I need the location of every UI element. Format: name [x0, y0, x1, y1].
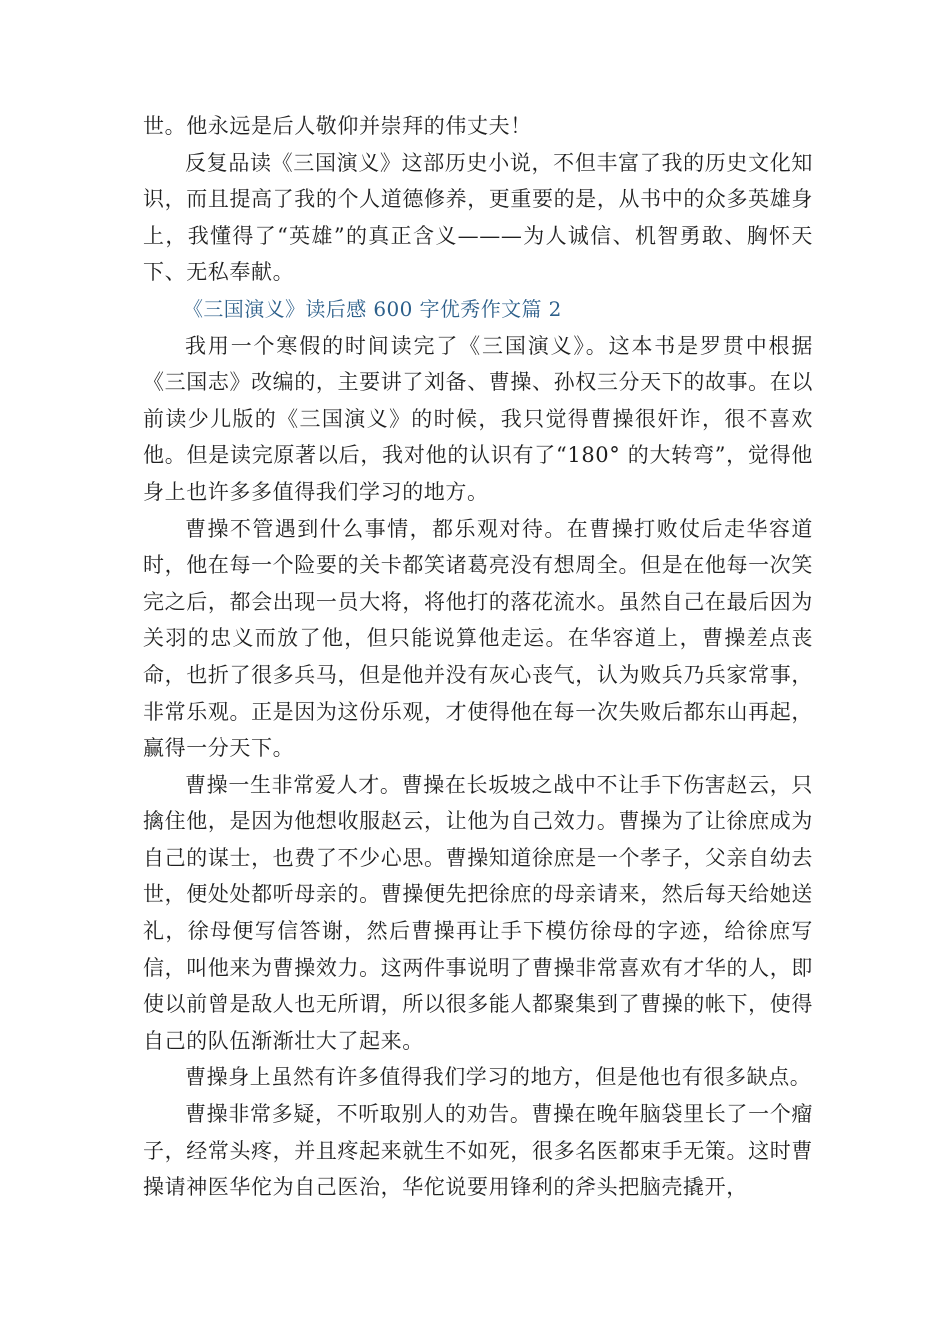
paragraph-intro: 我用一个寒假的时间读完了《三国演义》。这本书是罗贯中根据《三国志》改编的，主要讲了刘备、曹操、孙权三分天下的故事。在以前读少儿版的《三国演义》的时候，我只觉得曹操很奸诈，很不喜欢他。但是读完原著以后，我对他的认识有了“180° 的大转弯”，觉得他身上也许多多值得我们学习的地方。	[143, 333, 813, 504]
paragraph-suspicion: 曹操非常多疑，不听取别人的劝告。曹操在晚年脑袋里长了一个瘤子，经常头疼，并且疼起来就生不如死，很多名医都束手无策。这时曹操请神医华佗为自己医治，华佗说要用锋利的斧头把脑壳撬开，	[143, 1102, 813, 1200]
paragraph-reflection-summary: 反复品读《三国演义》这部历史小说，不但丰富了我的历史文化知识，而且提高了我的个人道德修养，更重要的是，从书中的众多英雄身上，我懂得了“英雄”的真正含义———为人诚信、机智勇敢、胸怀天下、无私奉献。	[143, 150, 813, 285]
paragraph-talent: 曹操一生非常爱人才。曹操在长坂坡之战中不让手下伤害赵云，只擒住他，是因为他想收服赵云，让他为自己效力。曹操为了让徐庶成为自己的谋士，也费了不少心思。曹操知道徐庶是一个孝子，父亲自幼去世，便处处都听母亲的。曹操便先把徐庶的母亲请来，然后每天给她送礼，徐母便写信答谢，然后曹操再让手下模仿徐母的字迹，给徐庶写信，叫他来为曹操效力。这两件事说明了曹操非常喜欢有才华的人，即使以前曾是敌人也无所谓，所以很多能人都聚集到了曹操的帐下，使得自己的队伍渐渐壮大了起来。	[143, 772, 813, 1053]
section-heading: 《三国演义》读后感 600 字优秀作文篇 2	[183, 296, 562, 321]
paragraph-shortcomings: 曹操身上虽然有许多值得我们学习的地方，但是他也有很多缺点。	[185, 1065, 812, 1090]
document-body	[143, 108, 813, 1206]
paragraph-continuation: 世。他永远是后人敬仰并崇拜的伟丈夫！	[143, 114, 532, 138]
paragraph-optimism: 曹操不管遇到什么事情，都乐观对待。在曹操打败仗后走华容道时，他在每一个险要的关卡都笑诸葛亮没有想周全。但是在他每一次笑完之后，都会出现一员大将，将他打的落花流水。虽然自己在最后因为关羽的忠义而放了他，但只能说算他走运。在华容道上，曹操差点丧命，也折了很多兵马，但是他并没有灰心丧气，认为败兵乃兵家常事，非常乐观。正是因为这份乐观，才使得他在每一次失败后都东山再起，赢得一分天下。	[143, 516, 813, 761]
